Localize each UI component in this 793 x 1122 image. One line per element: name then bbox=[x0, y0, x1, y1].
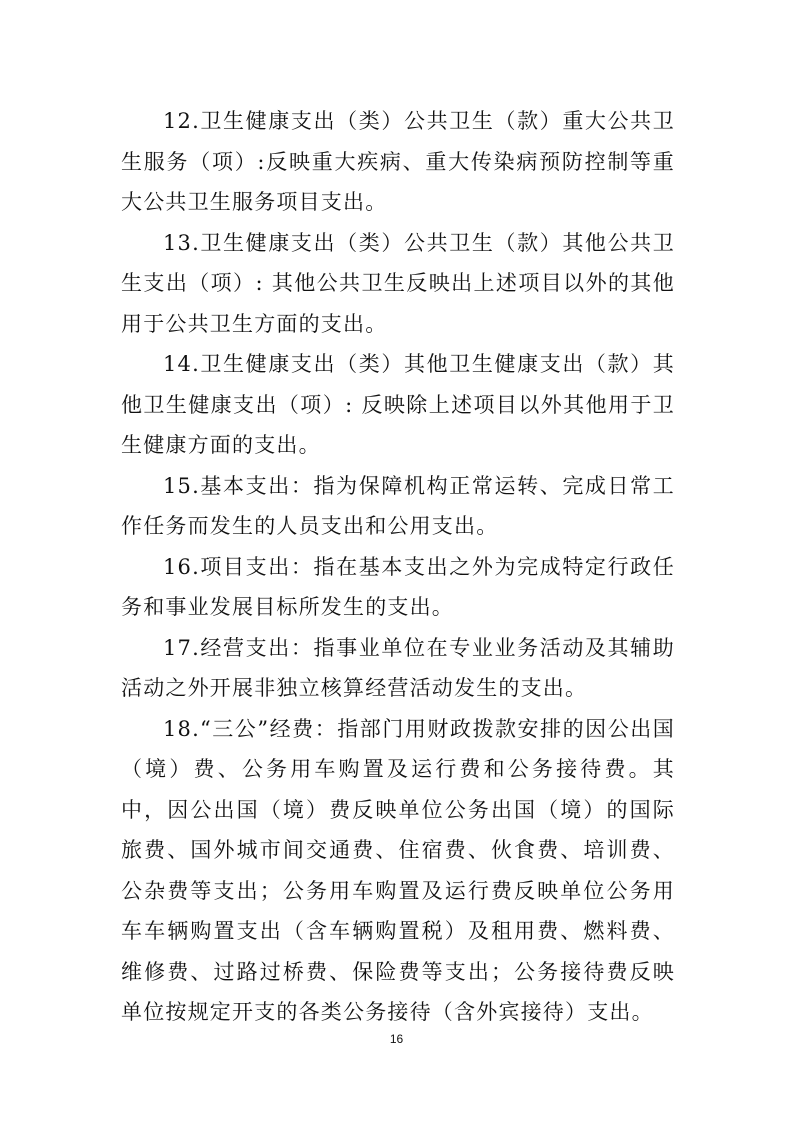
document-body bbox=[121, 101, 675, 1033]
paragraph-basic-expenditure: 15.基本支出：指为保障机构正常运转、完成日常工作任务而发生的人员支出和公用支出。 bbox=[121, 473, 675, 538]
paragraph-item-14: 14.卫生健康支出（类）其他卫生健康支出（款）其他卫生健康支出（项）: 反映除上述项目以外其他用于卫生健康方面的支出。 bbox=[121, 352, 675, 457]
paragraph-item-13: 13.卫生健康支出（类）公共卫生（款）其他公共卫生支出（项）: 其他公共卫生反映出上述项目以外的其他用于公共卫生方面的支出。 bbox=[121, 230, 675, 336]
paragraph-three-public-expenses: 18.“三公”经费：指部门用财政拨款安排的因公出国（境）费、公务用车购置及运行费和公务接待费。其中，因公出国（境）费反映单位公务出国（境）的国际旅费、国外城市间交通费、住宿费、伙食费、培训费、公杂费等支出；公务用车购置及运行费反映单位公务用车车辆购置支出（含车辆购置税）及租用费、燃料费、维修费、过路过桥费、保险费等支出；公务接待费反映单位按规定开支的各类公务接待（含外宾接待）支出。 bbox=[121, 716, 675, 1024]
paragraph-item-12: 12.卫生健康支出（类）公共卫生（款）重大公共卫生服务（项）:反映重大疾病、重大传染病预防控制等重大公共卫生服务项目支出。 bbox=[121, 109, 675, 214]
paragraph-project-expenditure: 16.项目支出：指在基本支出之外为完成特定行政任务和事业发展目标所发生的支出。 bbox=[121, 554, 675, 619]
page-number: 16 bbox=[389, 1032, 404, 1046]
paragraph-operating-expenditure: 17.经营支出：指事业单位在专业业务活动及其辅助活动之外开展非独立核算经营活动发生的支出。 bbox=[121, 635, 675, 700]
